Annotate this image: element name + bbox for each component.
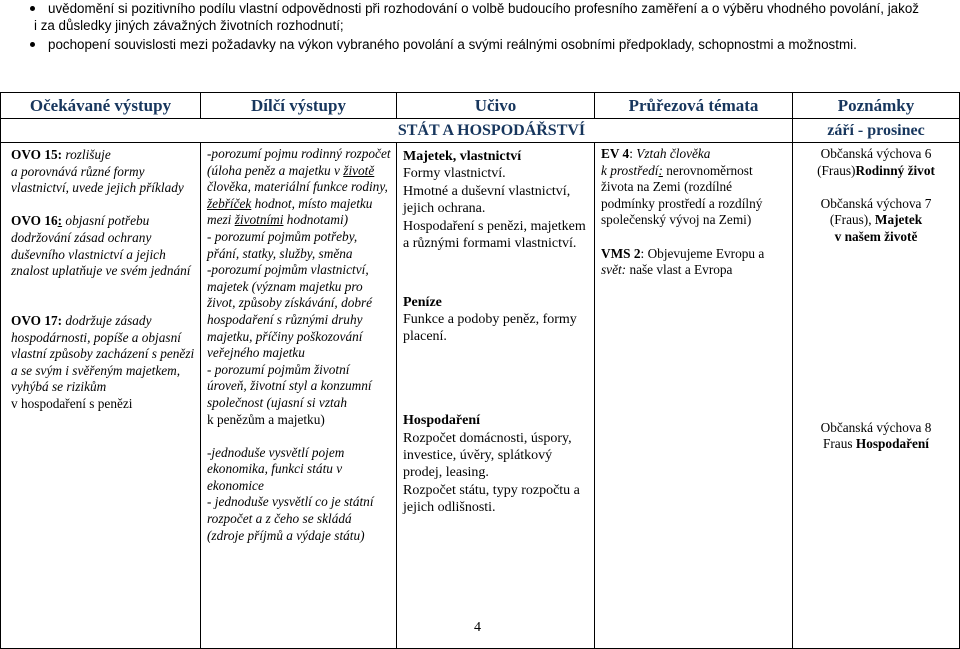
bullet-text: uvědomění si pozitivního podílu vlastní odpovědnosti při rozhodování o volbě budoucího profesního zaměření a o výběru vhodného povolání, jakož [48, 1, 919, 16]
topic-text: Hmotné a duševní vlastnictví, jejich ochrana. [403, 183, 571, 217]
note-text: (Fraus), [829, 212, 872, 228]
ovo-text: a porovnává různé formy vlastnictví, uvede jejich příklady [11, 163, 184, 196]
bullet-text: i za důsledky jiných závažných životních rozhodnutí; [34, 18, 344, 33]
outcome-text: hodnot, místo majetku mezi [207, 195, 373, 228]
ovo-text: v hospodaření s penězi [11, 395, 133, 411]
section-title: STÁT A HOSPODÁŘSTVÍ [1, 119, 793, 143]
bullet-text: pochopení souvislosti mezi požadavky na výkon vybraného povolání a svými reálnými osobními předpoklady, schopnostmi a možnostmi. [48, 37, 857, 52]
topic-title: Vztah člověka [636, 146, 711, 161]
table-row [1, 143, 960, 649]
topic-title: svět: [601, 262, 627, 278]
topic-title: Objevujeme Evropu a [647, 245, 765, 261]
bullet-item [28, 0, 958, 17]
outcome-text: k penězům a majetku) [207, 411, 325, 427]
ovo-text: dodržuje zásady hospodárnosti, popíše a objasní vlastní způsoby zacházení s penězi a se svým i svěřeným majetkem, vyhýbá se rizikům [11, 312, 195, 395]
ovo-label: OVO 16 [11, 213, 58, 229]
outcome-text: - porozumí pojmům potřeby, přání, statky, služby, směna [207, 228, 358, 261]
header-cell: Očekávané výstupy [1, 93, 201, 119]
note-text: Občanská výchova 8 [820, 419, 932, 435]
table-header-row [1, 93, 960, 119]
partial-outcomes-cell [201, 143, 397, 649]
topic-text: Formy vlastnictví. [403, 166, 506, 182]
note-text: Rodinný život [855, 162, 935, 178]
topic-colon: : [658, 162, 663, 178]
bullet-list [28, 0, 958, 53]
header-cell: Učivo [397, 93, 595, 119]
topic-text: Hospodaření s penězi, majetkem a různými formami vlastnictví. [403, 218, 586, 252]
topic-heading: Peníze [403, 294, 442, 310]
outcome-text: - jednoduše vysvětlí co je státní rozpočet a z čeho se skládá (zdroje příjmů a výdaje státu) [207, 494, 374, 543]
outcome-text: -porozumí pojmům vlastnictví, majetek (význam majetku pro život, způsoby získávání, dobré hospodaření s různými druhy majetku, příčiny poškozování veřejného majetku [207, 262, 373, 361]
ovo-colon: : [57, 213, 63, 229]
note-text: v našem životě [834, 228, 918, 244]
topic-text: Funkce a podoby peněz, formy placení. [403, 312, 577, 345]
curriculum-table [0, 92, 960, 649]
outcome-text: -jednoduše vysvětlí pojem ekonomika, funkci státu v ekonomice [207, 444, 345, 493]
header-cell: Průřezová témata [595, 93, 793, 119]
section-row [1, 119, 960, 143]
topic-code: VMS 2 [601, 245, 641, 261]
topic-colon: : [629, 146, 633, 161]
bullet-icon [30, 6, 35, 11]
topic-code: EV 4 [601, 146, 630, 161]
topic-title: k prostředí [601, 162, 659, 178]
bullet-continuation [28, 17, 958, 34]
ovo-text: rozlišuje [65, 147, 111, 162]
header-cell: Poznámky [793, 93, 960, 119]
note-text: Fraus [822, 436, 853, 452]
outcome-text: -porozumí pojmu rodinný rozpočet (úloha peněz a majetku v [207, 146, 391, 178]
ovo-label: OVO 17: [11, 312, 63, 328]
note-text: Občanská výchova 6 [820, 146, 932, 161]
topic-text: Rozpočet domácnosti, úspory, investice, úvěry, splátkový prodej, leasing. [403, 430, 572, 481]
outcome-text: člověka, materiální funkce rodiny, [207, 179, 388, 195]
cross-topics-cell [595, 143, 793, 649]
outcome-text: hodnotami) [286, 212, 349, 228]
outcome-text: - porozumí pojmům životní úroveň, životní styl a konzumní společnost (ujasní si vztah [207, 361, 372, 410]
page-number: 4 [474, 620, 481, 635]
topic-heading: Hospodaření [403, 413, 481, 429]
header-cell: Dílčí výstupy [201, 93, 397, 119]
notes-cell [793, 143, 960, 649]
note-text: Majetek [874, 212, 923, 228]
section-period: září - prosinec [793, 119, 960, 143]
topic-colon: : [640, 245, 645, 261]
topic-heading: Majetek, vlastnictví [403, 149, 522, 164]
topic-text: nerovnoměrnost života na Zemi (rozdílné podmínky prostředí a rozdílný společenský vývoj na Zemi) [601, 162, 763, 228]
note-text: (Fraus) [817, 162, 856, 178]
note-text: Občanská výchova 7 [820, 195, 932, 211]
bullet-icon [30, 42, 35, 47]
topic-text: naše vlast a Evropa [629, 262, 733, 278]
topic-text: Rozpočet státu, typy rozpočtu a jejich odlišnosti. [403, 482, 580, 516]
outcome-text: životě [343, 162, 375, 178]
curriculum-cell [397, 143, 595, 649]
expected-outcomes-cell [1, 143, 201, 649]
bullet-item [28, 36, 958, 53]
outcome-text: životními [234, 212, 284, 228]
ovo-text: objasní potřebu dodržování zásad ochrany duševního vlastnictví a jejich znalost uplatňuje ve svém jednání [11, 213, 191, 279]
note-text: Hospodaření [855, 436, 930, 452]
outcome-text: žebříček [207, 195, 252, 211]
ovo-label: OVO 15: [11, 147, 63, 162]
